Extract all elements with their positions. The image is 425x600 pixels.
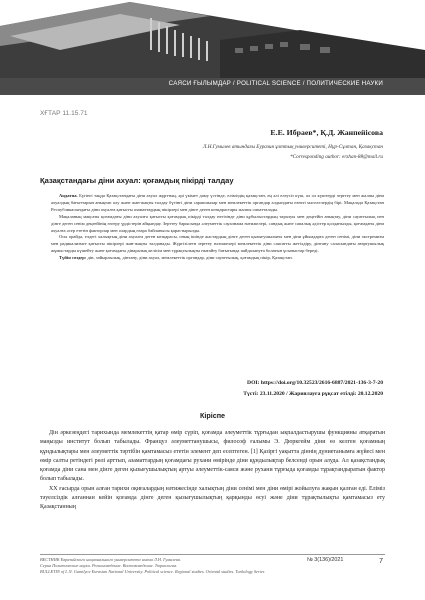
- city-skyline-banner: [0, 0, 425, 80]
- corresponding-author: *Corresponding author: erzhan-88@mail.ru: [290, 154, 383, 160]
- issue-number: № 3(136)/2021: [307, 557, 344, 563]
- page-number: 7: [379, 556, 383, 565]
- intro-paragraph-2: XX ғасырда орын алған тарихи оқиғалардың нәтижесінде халықтың діни сенімі мен діни өмірі жойылуға жақын қалған еді. Еліміз тәуелсіздік алғаннан кейін қоғамда дінге деген қызығушылықтың қарқынды өсуі және діни тұрақтылықты қамтамасыз ету Қазақстанның: [40, 485, 385, 511]
- affiliation: Л.Н.Гумилев атындағы Еуразия ұлттық университеті, Нұр-Сұлтан, Қазақстан: [202, 144, 383, 150]
- journal-header: [0, 0, 425, 95]
- article-title: Қазақстандағы діни ахуал: қоғамдық пікірді талдау: [40, 176, 234, 185]
- footer-line-3: BULLETIN of L.N. Gumilyov Eurasian National University. Political science. Regional studies. Oriental studies. Turkology Series: [40, 569, 265, 574]
- footer-line-1: ВЕСТНИК Евразийского национального университета имени Л.Н. Гумилева.: [40, 557, 181, 562]
- keywords-label: Түйін сөздер:: [59, 255, 87, 261]
- abstract: [51, 193, 384, 262]
- introduction-body: [40, 429, 385, 513]
- introduction-heading: Кіріспе: [199, 411, 226, 420]
- footer-journal-info: [40, 557, 290, 575]
- abstract-paragraph-1: Бүгінгі таңда Қазақстандағы діни ахуал жұрттың, әрі үкімет даму үстінде, еліміздің қазақстан, ең әлі елеусіз күш, ал ол күштерді зерттеу мен жалпы діни ахуалдың бағыттарын анықтап алу және жан-жақты талдау бүгінгі діни сарапшылар мен мемлекеттік органдар алдындағы өзекті мәселелердің бірі. Мақалада Қазақстан Республикасындағы діни ахуалға қатысты азаматтардың пікірлері мен дінге деген көзқарастары жалпы сипатталады.: [51, 193, 384, 212]
- keywords: дін, зайырлылық, дінтану, діни ахуал, мемлекеттік органдар, діни сауаттылық, қоғамдық пікір, Қазақстан.: [87, 255, 293, 261]
- abstract-label: Аңдатпа.: [59, 193, 78, 198]
- footer-divider: [40, 554, 385, 555]
- abstract-paragraph-2: Мақаланың мақсаты қоғамдағы діни ахуалға қатысты қоғамдық пікірді талдау негізінде діни құбылыстардың таралуы мен деңгейін анықтау, діни сауаттылық пен дінге деген сенім деңгейінің өзгеру үрдістерін айқындау. Зерттеу барысында әлеуметтік сауалнама нәтижелері, сандық және сапалық әдістер қолданылды, қоғамдағы діни ахуалға әсер ететін факторлар мен олардың өзара байланысы қарастырылды.: [51, 213, 384, 233]
- footer-line-2: Серия Политические науки. Регионоведение. Востоковедение. Тюркология.: [40, 563, 178, 568]
- irsti-code: ХҒТАР 11.15.71: [40, 110, 88, 117]
- doi-link[interactable]: DOI: https://doi.org/10.32523/2616-6887/2021-136-3-7-20: [247, 380, 383, 386]
- submission-dates: Түсті: 23.11.2020 / Жариялауға рұқсат етілді: 20.12.2020: [243, 391, 383, 397]
- abstract-paragraph-3: Осы орайда, елдегі халықтың діни ахуалға деген көзқарасы, оның ішінде жастардың дінге деген қызығушылығы мен діни ұйымдарға деген сенімі, діни экстремизм мен радикализмге қатысты пікірлері жан-жақты талданады. Жүргізілген зерттеу нәтижелері мемлекеттік діни саясатты жетілдіру, дінтану саласындағы ағартушылық жұмыстарды күшейту және қоғамдағы дінаралық келісім мен тұрақтылықты нығайту бағытында пайдалануға болатын ұсыныстар береді.: [51, 234, 384, 254]
- intro-paragraph-1: Дін әркезеңдегі тарихында мемлекеттің қатар өмір сүріп, қоғамда әлеуметтік тұрғыдан ықпалдастырушы функцияны атқаратын маңызды институт болып табылады. Француз әлеуметтанушысы, философ ғалымы Э. Дюркгейм діни өз келген қоғамның құндылықтары мен әлеуметтік тәртібін қамтамасыз ететін элемент деп есептеген. [1] Қазіргі уақытта діннің дүниетанымға жүйесі мен өмір салты ретіндегі рөлі арттып, азаматтардың қоғамдағы рухани өмірінде діни құндылықтар белсенді орын алуда. Ал қазақстандық қоғамда діни сана мен дінге деген қызығушылықтың артуы әлеуметтік-саяси және рухани тұрғыда қоғамды тұрақтандыратын фактор болып табылады.: [40, 430, 385, 483]
- section-title: САЯСИ ҒЫЛЫМДАР / POLITICAL SCIENCE / ПОЛИТИЧЕСКИЕ НАУКИ: [168, 80, 383, 87]
- authors: Е.Е. Ибраев*, Қ.Д. Жанпейісова: [270, 128, 383, 137]
